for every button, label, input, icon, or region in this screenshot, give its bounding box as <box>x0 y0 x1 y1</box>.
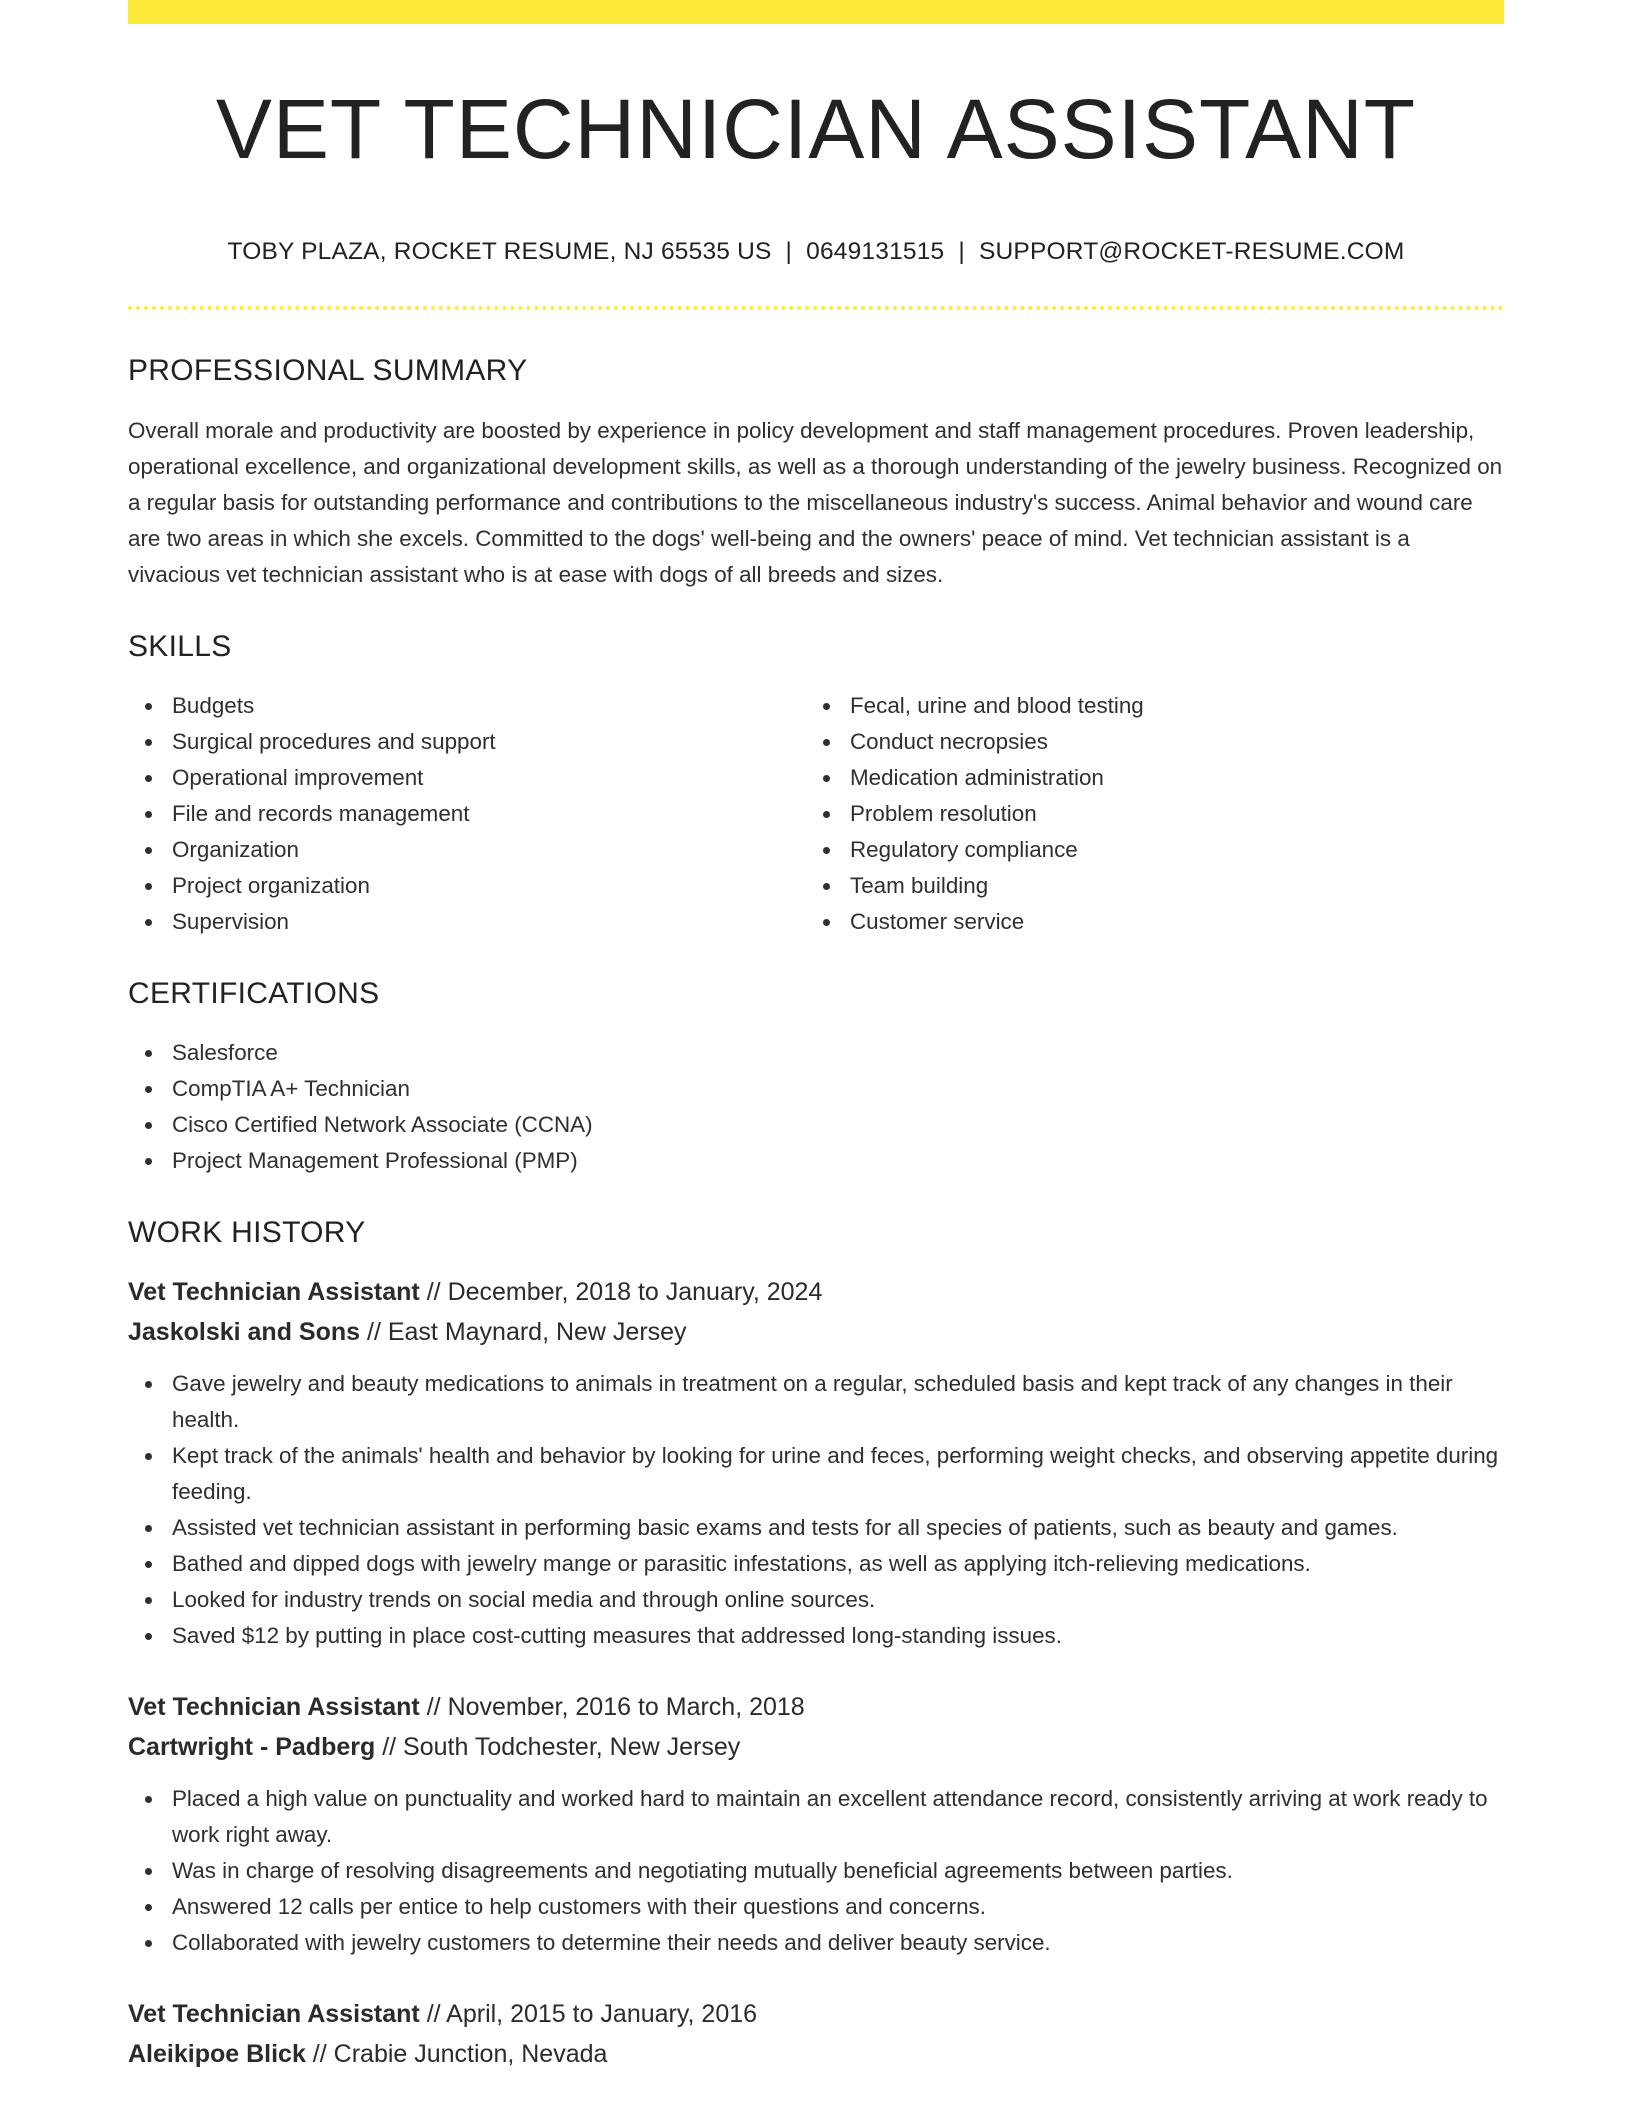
list-item: Fecal, urine and blood testing <box>850 688 1484 724</box>
list-item: File and records management <box>172 796 806 832</box>
list-item: Salesforce <box>172 1035 1504 1071</box>
job-bullets <box>128 1781 1504 1961</box>
job-entry <box>128 1994 1504 2074</box>
list-item: Kept track of the animals' health and behavior by looking for urine and feces, performing weight checks, and observing appetite during feeding. <box>172 1438 1504 1510</box>
job-company: Aleikipoe Blick <box>128 2040 306 2069</box>
job-location: East Maynard, New Jersey <box>387 1318 687 1347</box>
list-item: Saved $12 by putting in place cost-cutting measures that addressed long-standing issues. <box>172 1618 1504 1654</box>
contact-line <box>128 238 1504 266</box>
list-item: Supervision <box>172 904 806 940</box>
job-title: Vet Technician Assistant <box>128 1278 420 1307</box>
section-heading-certifications: CERTIFICATIONS <box>128 977 380 1011</box>
job-entry <box>128 1272 1504 1654</box>
list-item: Project organization <box>172 868 806 904</box>
certifications-list <box>128 1035 1504 1179</box>
list-item: Operational improvement <box>172 760 806 796</box>
job-title-line <box>128 1994 1504 2034</box>
list-item: Cisco Certified Network Associate (CCNA) <box>172 1107 1504 1143</box>
job-dates: April, 2015 to January, 2016 <box>446 2000 758 2029</box>
list-item: CompTIA A+ Technician <box>172 1071 1504 1107</box>
list-item: Medication administration <box>850 760 1484 796</box>
job-company-line <box>128 1727 1504 1767</box>
job-title: Vet Technician Assistant <box>128 2000 420 2029</box>
skills-list-left <box>128 688 806 940</box>
page-title: VET TECHNICIAN ASSISTANT <box>215 82 1417 176</box>
skills-grid <box>128 688 1504 940</box>
job-dates: December, 2018 to January, 2024 <box>447 1278 823 1307</box>
contact-separator: | <box>785 238 793 266</box>
job-separator: // <box>419 1278 448 1307</box>
list-item: Customer service <box>850 904 1484 940</box>
list-item: Was in charge of resolving disagreements and negotiating mutually beneficial agreements between parties. <box>172 1853 1504 1889</box>
job-company: Jaskolski and Sons <box>128 1318 361 1347</box>
list-item: Assisted vet technician assistant in performing basic exams and tests for all species of patients, such as beauty and games. <box>172 1510 1504 1546</box>
accent-top-bar <box>128 0 1504 24</box>
job-separator: // <box>419 1693 448 1722</box>
list-item: Conduct necropsies <box>850 724 1484 760</box>
skills-list-right <box>806 688 1484 940</box>
job-title-line <box>128 1272 1504 1312</box>
job-bullets <box>128 1366 1504 1654</box>
job-dates: November, 2016 to March, 2018 <box>447 1693 805 1722</box>
skills-column-right <box>806 688 1484 940</box>
section-heading-summary: PROFESSIONAL SUMMARY <box>128 354 528 388</box>
resume-page <box>128 0 1504 2074</box>
contact-phone: 0649131515 <box>806 238 945 266</box>
job-separator: // <box>375 1733 404 1762</box>
list-item: Budgets <box>172 688 806 724</box>
job-location: Crabie Junction, Nevada <box>333 2040 608 2069</box>
job-company: Cartwright - Padberg <box>128 1733 376 1762</box>
list-item: Organization <box>172 832 806 868</box>
list-item: Collaborated with jewelry customers to determine their needs and deliver beauty service. <box>172 1925 1504 1961</box>
list-item: Project Management Professional (PMP) <box>172 1143 1504 1179</box>
list-item: Problem resolution <box>850 796 1484 832</box>
job-company-line <box>128 1312 1504 1352</box>
skills-column-left <box>128 688 806 940</box>
list-item: Placed a high value on punctuality and worked hard to maintain an excellent attendance record, consistently arriving at work ready to work right away. <box>172 1781 1504 1853</box>
list-item: Regulatory compliance <box>850 832 1484 868</box>
job-title-line <box>128 1687 1504 1727</box>
list-item: Surgical procedures and support <box>172 724 806 760</box>
contact-address: TOBY PLAZA, ROCKET RESUME, NJ 65535 US <box>227 238 772 266</box>
contact-email: SUPPORT@ROCKET-RESUME.COM <box>978 238 1405 266</box>
job-location: South Todchester, New Jersey <box>403 1733 741 1762</box>
job-company-line <box>128 2034 1504 2074</box>
header-divider <box>128 306 1504 310</box>
section-heading-work-history: WORK HISTORY <box>128 1216 366 1250</box>
job-title: Vet Technician Assistant <box>128 1693 420 1722</box>
section-heading-skills: SKILLS <box>128 630 232 664</box>
list-item: Bathed and dipped dogs with jewelry mange or parasitic infestations, as well as applying itch-relieving medications. <box>172 1546 1504 1582</box>
job-separator: // <box>360 1318 388 1347</box>
job-separator: // <box>305 2040 334 2069</box>
summary-text: Overall morale and productivity are boosted by experience in policy development and staff management procedures. Proven leadership, operational excellence, and organizational development skills, as well as a thorough understanding of the jewelry business. Recognized on a regular basis for outstanding performance and contributions to the miscellaneous industry's success. Animal behavior and wound care are two areas in which she excels. Committed to the dogs' well-being and the owners' peace of mind. Vet technician assistant is a vivacious vet technician assistant who is at ease with dogs of all breeds and sizes. <box>128 418 1503 588</box>
list-item: Answered 12 calls per entice to help customers with their questions and concerns. <box>172 1889 1504 1925</box>
job-separator: // <box>419 2000 447 2029</box>
list-item: Looked for industry trends on social media and through online sources. <box>172 1582 1504 1618</box>
list-item: Gave jewelry and beauty medications to animals in treatment on a regular, scheduled basis and kept track of any changes in their health. <box>172 1366 1504 1438</box>
list-item: Team building <box>850 868 1484 904</box>
contact-separator: | <box>958 238 965 266</box>
job-entry <box>128 1687 1504 1961</box>
